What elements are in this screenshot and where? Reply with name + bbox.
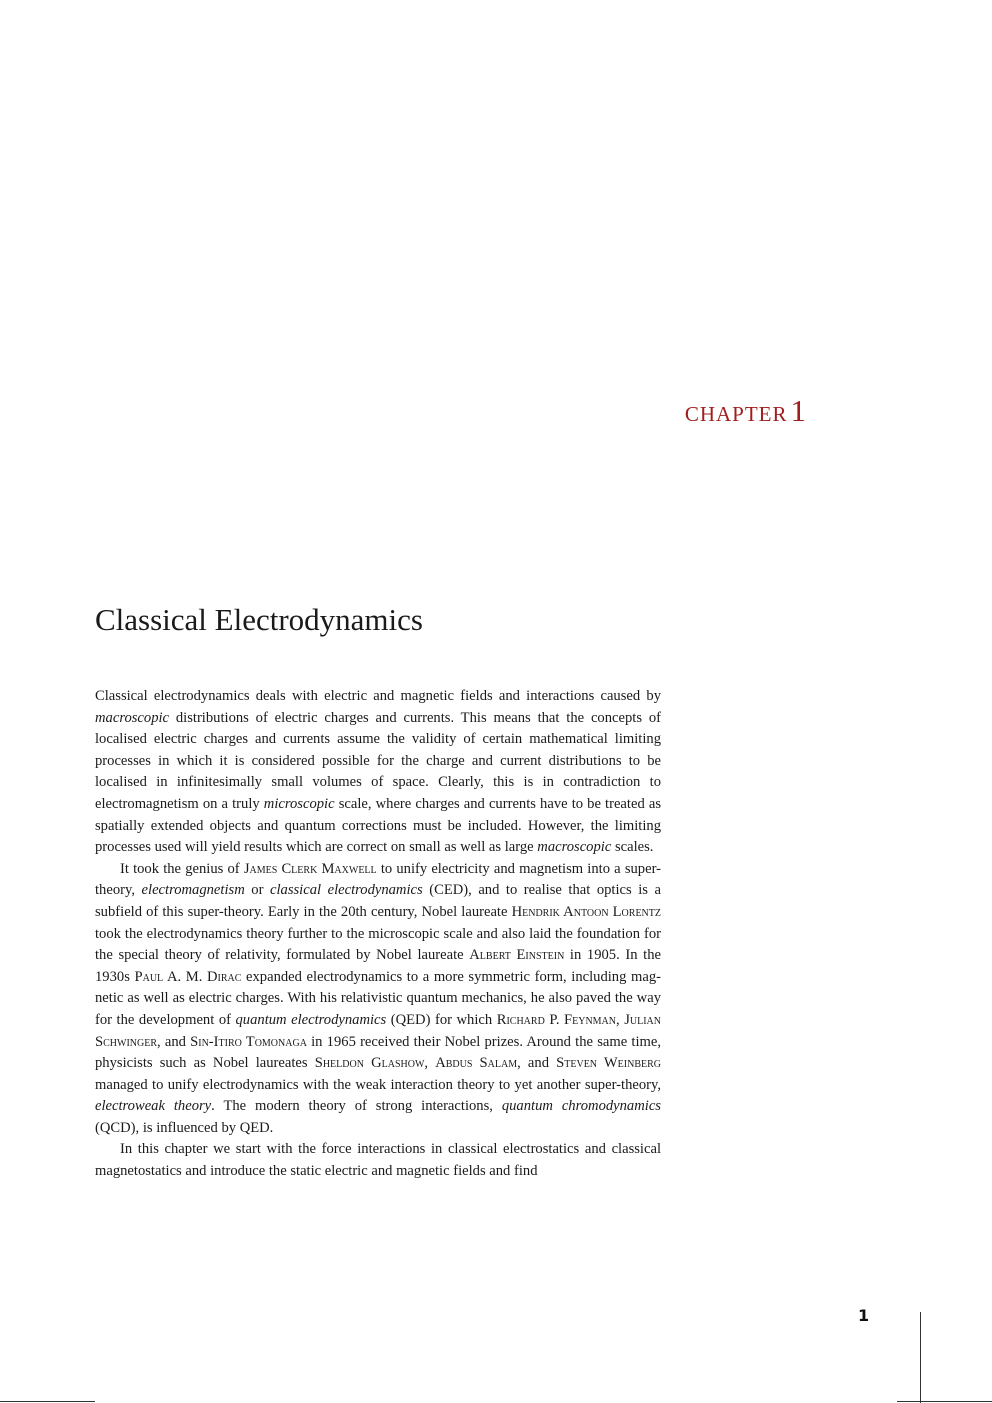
text-run: Classical electrodynamics deals with electric and magnetic fields and interactions caused by <box>95 688 661 704</box>
emphasis: quantum electrodynamics <box>235 1011 387 1028</box>
crop-mark-vertical <box>920 1312 921 1403</box>
text-run: , and <box>517 1055 557 1072</box>
person-name: Sin-Itiro Tomonaga <box>190 1033 307 1050</box>
person-name: Abdus Salam <box>435 1055 518 1072</box>
chapter-word: CHAPTER <box>684 402 788 426</box>
paragraph-1 <box>95 686 661 859</box>
person-name: James Clerk Maxwell <box>243 860 377 877</box>
text-run: (QCD), is influenced by QED. <box>95 1119 274 1136</box>
person-name: Hendrik Antoon Lorentz <box>511 903 661 920</box>
emphasis: macroscopic <box>95 709 170 726</box>
text-run: It took the genius of <box>120 860 244 877</box>
text-run: expanded electrodynamics to a more symmetric form, including magnetic as well as electric charges. With his relativistic quantum mechanics, he also paved the way for the development of <box>95 968 661 1028</box>
chapter-title: Classical Electrodynamics <box>95 602 423 637</box>
emphasis: microscopic <box>263 795 335 812</box>
emphasis: classical electrodynamics <box>269 882 423 899</box>
text-run: distributions of electric charges and currents. This means that the concepts of localised electric charges and currents assume the validity of certain mathematical limiting processes in which it is considered possible for the charge and current distributions to be localised in infinitesimally small volumes of space. Clearly, this is in contradiction to electromagnetism on a truly <box>95 709 661 812</box>
person-name: Steven Weinberg <box>556 1055 662 1072</box>
person-name: Richard P. Feynman <box>496 1011 616 1028</box>
person-name: Paul A. M. Dirac <box>134 968 242 985</box>
person-name: Julian Schwinger <box>95 1011 661 1050</box>
emphasis: macroscopic <box>537 839 612 856</box>
paragraph-2 <box>95 859 661 1140</box>
crop-mark-bottom-left <box>0 1401 95 1402</box>
text-run: in 1905. In the 1930s <box>95 947 661 985</box>
text-run: to unify electricity and magnetism into a super-theory, <box>95 860 661 899</box>
text-run: , <box>424 1055 436 1072</box>
text-run: (CED), and to realise that optics is a subfield of this super-theory. Early in the 20th century, Nobel laureate <box>95 882 661 920</box>
chapter-number: 1 <box>790 393 806 428</box>
text-run: In this chapter we start with the force interactions in classical electrostatics and classical magnetostatics and introduce the static electric and magnetic fields and find <box>95 1141 661 1180</box>
text-run: or <box>244 882 270 899</box>
text-run: . The modern theory of strong interactions, <box>211 1098 502 1115</box>
text-run: in 1965 received their Nobel prizes. Around the same time, physicists such as Nobel laureates <box>95 1033 661 1072</box>
text-run: , and <box>157 1033 191 1050</box>
chapter-body-text <box>95 686 661 1183</box>
emphasis: electromagnetism <box>141 882 245 899</box>
person-name: Albert Einstein <box>469 947 565 964</box>
page-number: 1 <box>858 1306 870 1325</box>
text-run: managed to unify electrodynamics with the weak interaction theory to yet another super-theory, <box>95 1076 661 1093</box>
chapter-heading <box>685 393 806 429</box>
text-run: took the electrodynamics theory further to the microscopic scale and also laid the foundation for the special theory of relativity, formulated by Nobel laureate <box>95 925 661 964</box>
text-run: scales. <box>611 839 654 856</box>
emphasis: electroweak theory <box>95 1098 212 1115</box>
emphasis: quantum chromodynamics <box>501 1098 661 1115</box>
paragraph-3 <box>95 1139 661 1182</box>
text-run: , <box>616 1011 625 1028</box>
text-run: scale, where charges and currents have to be treated as spatially extended objects and quantum corrections must be included. However, the limiting processes used will yield results which are correct on small as well as large <box>95 795 662 856</box>
person-name: Sheldon Glashow <box>314 1055 425 1072</box>
crop-mark-bottom-right <box>897 1401 992 1402</box>
text-run: (QED) for which <box>386 1011 497 1028</box>
